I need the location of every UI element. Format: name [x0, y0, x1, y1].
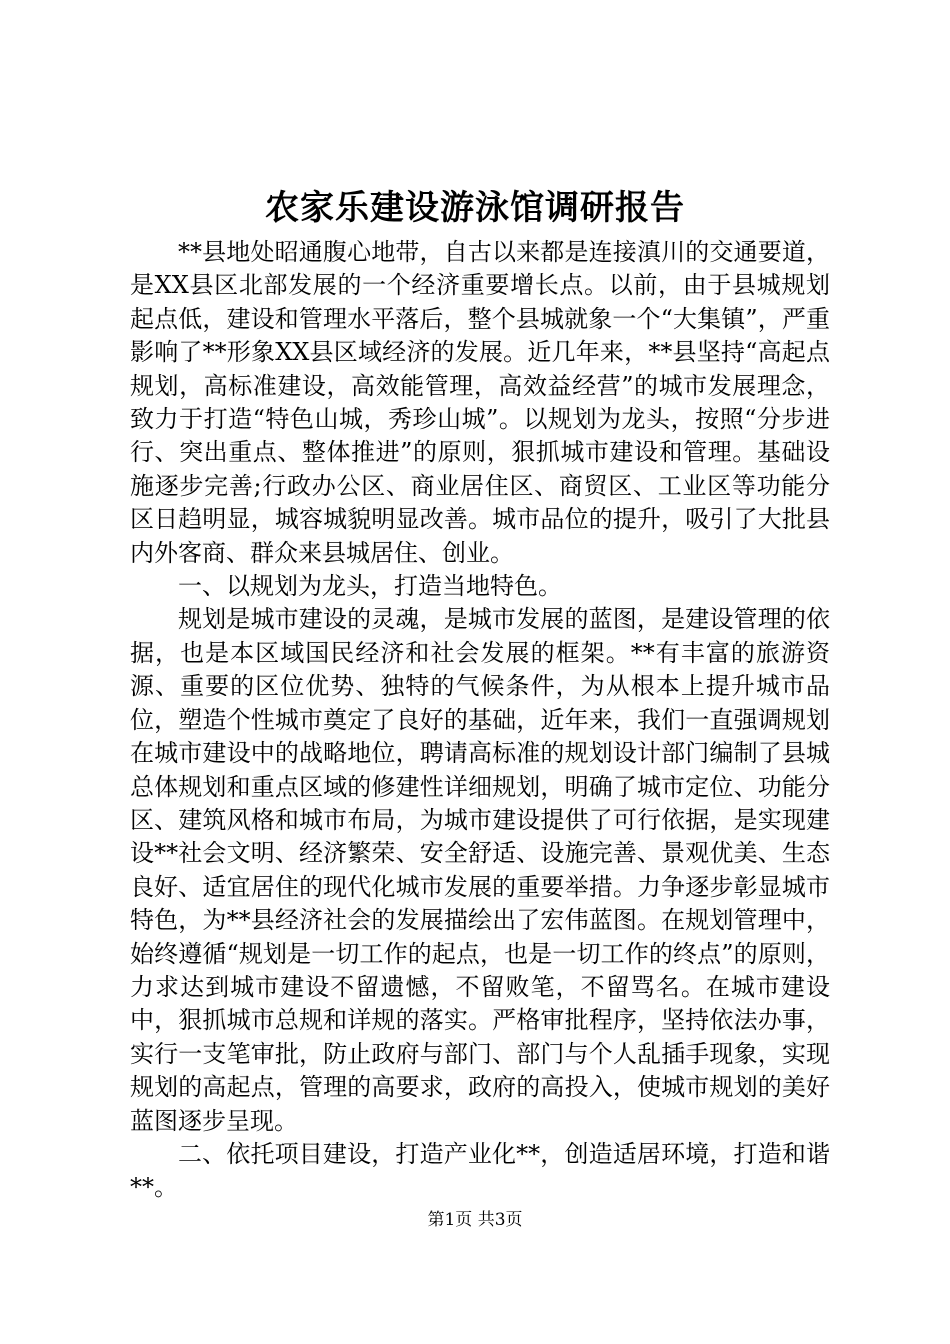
document-body [130, 236, 830, 1205]
page-footer: 第1页 共3页 [427, 1210, 523, 1230]
section-heading-2: 二、依托项目建设，打造产业化**，创造适居环境，打造和谐**。 [130, 1139, 830, 1202]
section-heading-1: 一、以规划为龙头，打造当地特色。 [178, 572, 562, 601]
document-title: 农家乐建设游泳馆调研报告 [265, 188, 685, 228]
paragraph-planning: 规划是城市建设的灵魂，是城市发展的蓝图，是建设管理的依据，也是本区域国民经济和社会发展的框架。**有丰富的旅游资源、重要的区位优势、独特的气候条件，为从根本上提升城市品位，塑造个性城市奠定了良好的基础，近年来，我们一直强调规划在城市建设中的战略地位，聘请高标准的规划设计部门编制了县城总体规划和重点区域的修建性详细规划，明确了城市定位、功能分区、建筑风格和城市布局，为城市建设提供了可行依据，是实现建设**社会文明、经济繁荣、安全舒适、设施完善、景观优美、生态良好、适宜居住的现代化城市发展的重要举措。力争逐步彰显城市特色，为**县经济社会的发展描绘出了宏伟蓝图。在规划管理中，始终遵循“规划是一切工作的起点，也是一切工作的终点”的原则，力求达到城市建设不留遗憾，不留败笔，不留骂名。在城市建设中，狠抓城市总规和详规的落实。严格审批程序，坚持依法办事，实行一支笔审批，防止政府与部门、部门与个人乱插手现象，实现规划的高起点，管理的高要求，政府的高投入，使城市规划的美好蓝图逐步呈现。 [130, 605, 830, 1135]
paragraph-intro: **县地处昭通腹心地带，自古以来都是连接滇川的交通要道，是XX县区北部发展的一个经济重要增长点。以前，由于县城规划起点低，建设和管理水平落后，整个县城就象一个“大集镇”，严重影响了**形象XX县区域经济的发展。近几年来，**县坚持“高起点规划，高标准建设，高效能管理，高效益经营”的城市发展理念，致力于打造“特色山城，秀珍山城”。以规划为龙头，按照“分步进行、突出重点、整体推进”的原则，狠抓城市建设和管理。基础设施逐步完善;行政办公区、商业居住区、商贸区、工业区等功能分区日趋明显，城容城貌明显改善。城市品位的提升，吸引了大批县内外客商、群众来县城居住、创业。 [130, 238, 830, 567]
